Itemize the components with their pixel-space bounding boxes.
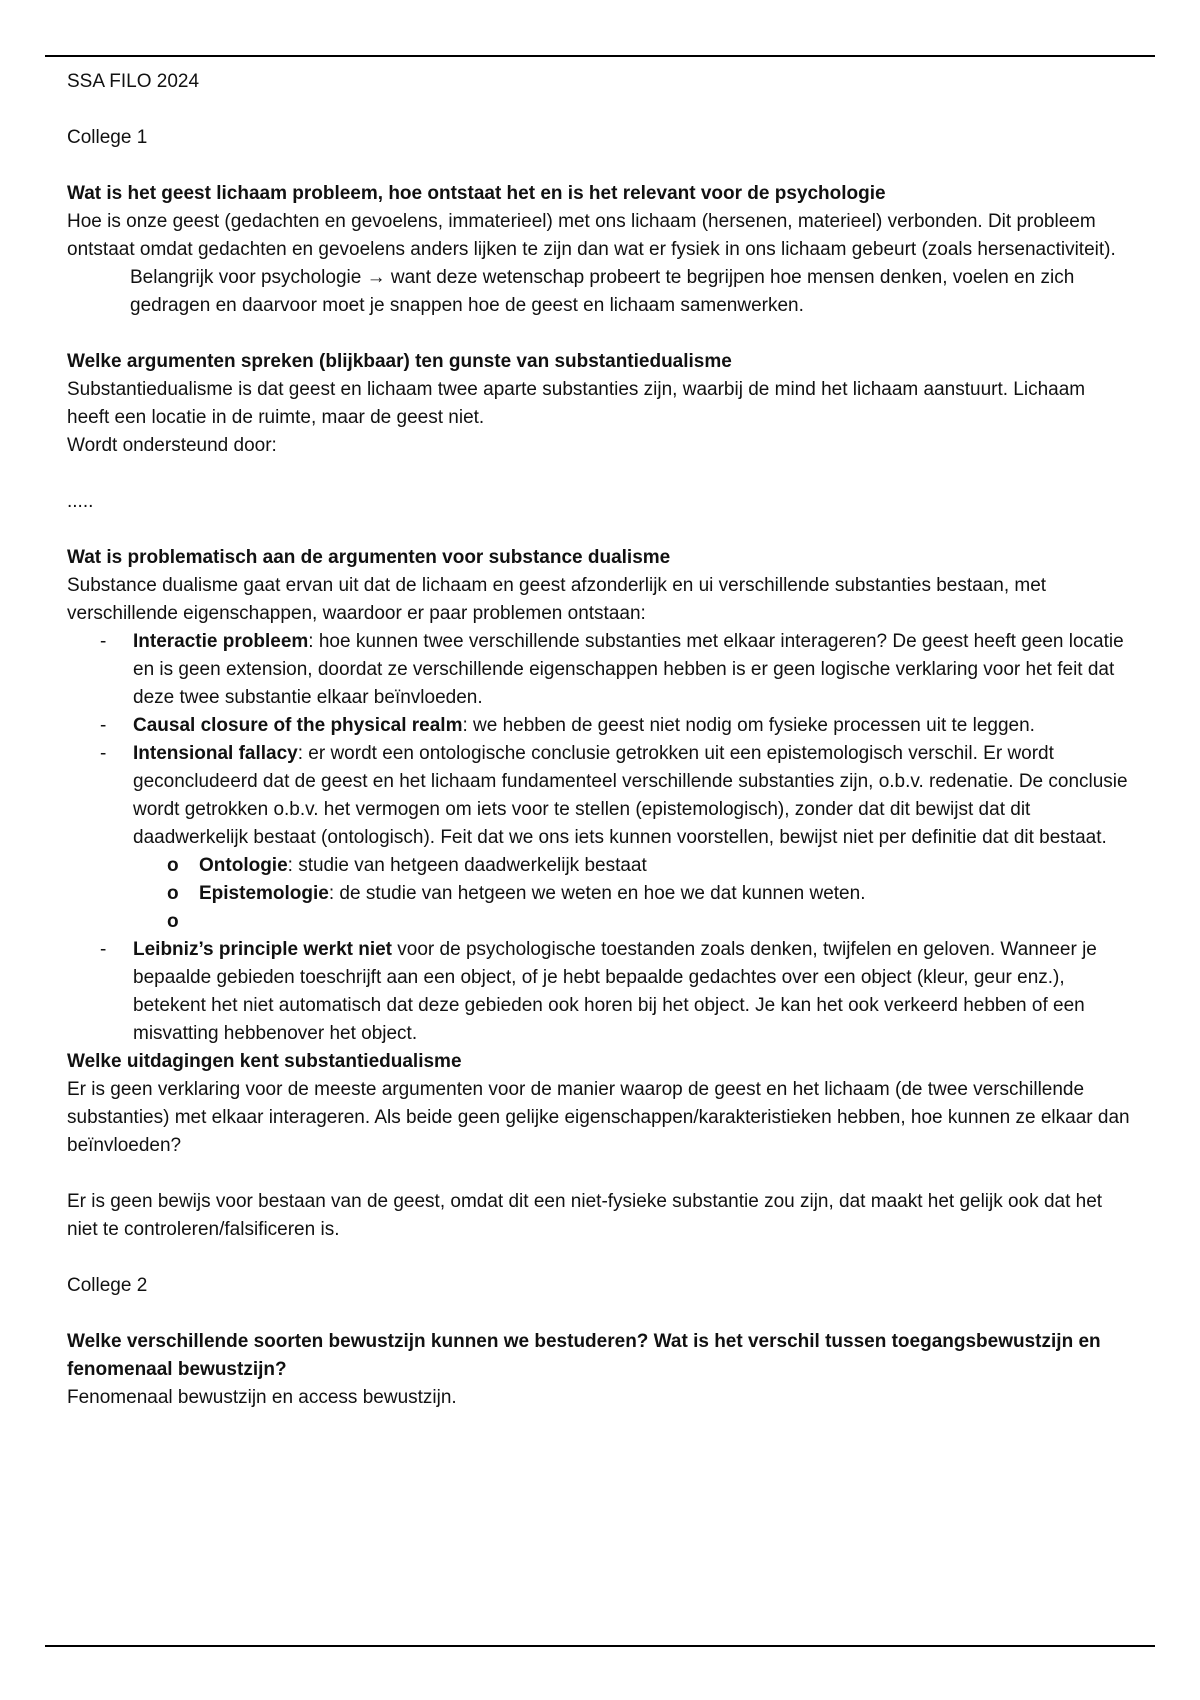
o-bullet-marker: o xyxy=(167,855,179,876)
heading-geest-lichaam-probleem: Wat is het geest lichaam probleem, hoe ontstaat het en is het relevant voor de psychologie xyxy=(67,183,886,204)
bullet-lead: Intensional fallacy xyxy=(133,743,298,764)
bullet-body: : we hebben de geest niet nodig om fysieke processen uit te leggen. xyxy=(462,715,1035,736)
list-item-empty xyxy=(133,908,1132,936)
list-item-epistemologie xyxy=(133,880,1132,908)
subbullet-lead: Ontologie xyxy=(199,855,288,876)
definition-sublist xyxy=(133,852,1132,936)
subbullet-body: : de studie van hetgeen we weten en hoe we dat kunnen weten. xyxy=(328,883,866,904)
list-item-intensional-fallacy xyxy=(67,740,1132,936)
course-title: SSA FILO 2024 xyxy=(67,71,200,92)
list-item-causal-closure xyxy=(67,712,1132,740)
heading-argumenten-substantiedualisme: Welke argumenten spreken (blijkbaar) ten gunste van substantiedualisme xyxy=(67,351,732,372)
list-item-interactie-probleem xyxy=(67,628,1132,712)
subbullet-text xyxy=(199,852,1132,880)
heading-soorten-bewustzijn: Welke verschillende soorten bewustzijn kunnen we bestuderen? Wat is het verschil tussen toegangsbewustzijn en fenomenaal bewustzijn? xyxy=(67,1331,1101,1380)
paragraph-uitdagingen-body1: Er is geen verklaring voor de meeste argumenten voor de manier waarop de geest en het lichaam (de twee verschillende substanties) met elkaar interageren. Als beide geen gelijke eigenschappen/karakteristieken hebben, hoe kunnen ze elkaar dan beïnvloeden? xyxy=(67,1079,1130,1156)
bullet-body: voor de psychologische toestanden zoals denken, twijfelen en geloven. Wanneer je bepaalde gebieden toeschrijft aan een object, of je hebt bepaalde gedachtes over een object (kleur, geur enz.), betekent het niet automatisch dat deze gebieden ook horen bij het object. Je kan het ook verkeerd hebben of een misvatting hebbenover het object. xyxy=(133,939,1097,1044)
heading-uitdagingen-substantiedualisme: Welke uitdagingen kent substantiedualisme xyxy=(67,1051,462,1072)
subbullet-text xyxy=(199,908,1132,936)
paragraph-substantiedualisme-body: Substantiedualisme is dat geest en lichaam twee aparte substanties zijn, waarbij de mind het lichaam aanstuurt. Lichaam heeft een locatie in de ruimte, maar de geest niet. xyxy=(67,379,1086,428)
paragraph-bewustzijn-body: Fenomenaal bewustzijn en access bewustzijn. xyxy=(67,1387,457,1408)
bullet-lead: Interactie probleem xyxy=(133,631,309,652)
bullet-lead: Leibniz’s principle werkt niet xyxy=(133,939,393,960)
paragraph-geest-lichaam-body: Hoe is onze geest (gedachten en gevoelens, immaterieel) met ons lichaam (hersenen, materieel) verbonden. Dit probleem ontstaat omdat gedachten en gevoelens anders lijken te zijn dan wat er fysiek in ons lichaam gebeurt (zoals hersenactiviteit). xyxy=(67,211,1116,260)
footer-rule xyxy=(45,1645,1155,1647)
college-1-label: College 1 xyxy=(67,127,148,148)
bullet-body: : hoe kunnen twee verschillende substanties met elkaar interageren? De geest heeft geen locatie en is geen extension, doordat ze verschillende eigenschappen hebben is er geen logische verklaring voor het feit dat deze twee substantie elkaar beïnvloeden. xyxy=(133,631,1124,708)
subbullet-lead: Epistemologie xyxy=(199,883,329,904)
dash-bullet-marker: - xyxy=(100,631,107,652)
bullet-body: : er wordt een ontologische conclusie getrokken uit een epistemologisch verschil. Er wordt geconcludeerd dat de geest en het lichaam fundamenteel verschillende substanties zijn, o.b.v. redenatie. De conclusie wordt getrokken o.b.v. het vermogen om iets voor te stellen (epistemologisch), zonder dat dit bewijst dat dit daadwerkelijk bestaat (ontologisch). Feit dat we ons iets kunnen voorstellen, bewijst niet per definitie dat dit bestaat. xyxy=(133,743,1128,848)
subbullet-text xyxy=(199,880,1132,908)
dash-bullet-marker: - xyxy=(100,743,107,764)
college-2-label: College 2 xyxy=(67,1275,148,1296)
bullet-text xyxy=(133,936,1132,1048)
indented-note-psychologie: Belangrijk voor psychologie → want deze wetenschap probeert te begrijpen hoe mensen denken, voelen en zich gedragen en daarvoor moet je snappen hoe de geest en lichaam samenwerken. xyxy=(130,267,1075,316)
paragraph-uitdagingen-body2: Er is geen bewijs voor bestaan van de geest, omdat dit een niet-fysieke substantie zou zijn, dat maakt het gelijk ook dat het niet te controleren/falsificeren is. xyxy=(67,1191,1103,1240)
dash-bullet-marker: - xyxy=(100,715,107,736)
ellipsis-placeholder: ..... xyxy=(67,491,94,512)
subbullet-body: : studie van hetgeen daadwerkelijk bestaat xyxy=(287,855,647,876)
list-item-leibniz-principle xyxy=(67,936,1132,1048)
problem-bullet-list xyxy=(67,628,1132,1048)
paragraph-substance-dualisme-body: Substance dualisme gaat ervan uit dat de lichaam en geest afzonderlijk en ui verschillende substanties bestaan, met verschillende eigenschappen, waardoor er paar problemen ontstaan: xyxy=(67,575,1047,624)
o-bullet-marker: o xyxy=(167,911,179,932)
bullet-text xyxy=(133,712,1132,740)
dash-bullet-marker: - xyxy=(100,939,107,960)
o-bullet-marker: o xyxy=(167,883,179,904)
bullet-lead: Causal closure of the physical realm xyxy=(133,715,463,736)
header-rule xyxy=(45,55,1155,57)
heading-problematisch-argumenten: Wat is problematisch aan de argumenten voor substance dualisme xyxy=(67,547,671,568)
bullet-text xyxy=(133,740,1132,936)
list-item-ontologie xyxy=(133,852,1132,880)
support-line: Wordt ondersteund door: xyxy=(67,435,277,456)
bullet-text xyxy=(133,628,1132,712)
